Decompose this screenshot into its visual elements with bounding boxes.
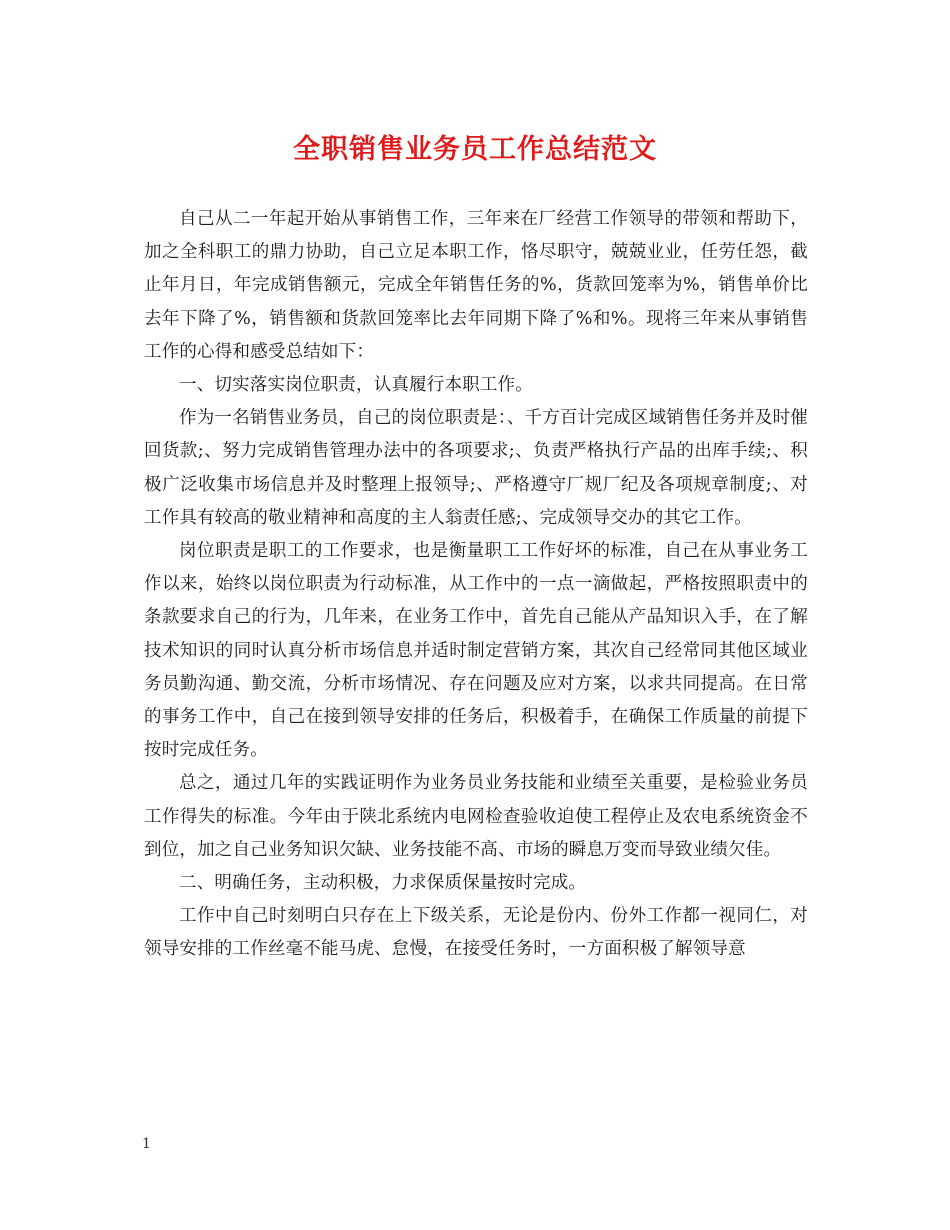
paragraph-attitude: 工作中自己时刻明白只存在上下级关系，无论是份内、份外工作都一视同仁，对领导安排的工作丝毫不能马虎、怠慢，在接受任务时，一方面积极了解领导意 — [144, 906, 808, 960]
document-body — [144, 203, 808, 967]
paragraph-summary: 总之，通过几年的实践证明作为业务员业务技能和业绩至关重要，是检验业务员工作得失的标准。今年由于陕北系统内电网检查验收迫使工程停止及农电系统资金不到位，加之自己业务知识欠缺、业务技能不高、市场的瞬息万变而导致业绩欠佳。 — [144, 773, 808, 860]
page-number: 1 — [142, 1136, 151, 1152]
paragraph-duties: 作为一名销售业务员，自己的岗位职责是：、千方百计完成区域销售任务并及时催回货款;、努力完成销售管理办法中的各项要求;、负责严格执行产品的出库手续;、积极广泛收集市场信息并及时整理上报领导;、严格遵守厂规厂纪及各项规章制度;、对工作具有较高的敬业精神和高度的主人翁责任感;、完成领导交办的其它工作。 — [144, 408, 808, 528]
document-title: 全职销售业务员工作总结范文 — [293, 134, 657, 165]
paragraph-intro: 自己从二一年起开始从事销售工作，三年来在厂经营工作领导的带领和帮助下，加之全科职工的鼎力协助，自己立足本职工作，恪尽职守，兢兢业业，任劳任怨，截止年月日，年完成销售额元，完成全年销售任务的%，货款回笼率为%，销售单价比去年下降了%，销售额和货款回笼率比去年同期下降了%和%。现将三年来从事销售工作的心得和感受总结如下： — [144, 209, 808, 362]
section-heading-1: 一、切实落实岗位职责，认真履行本职工作。 — [179, 375, 533, 396]
section-heading-2: 二、明确任务，主动积极，力求保质保量按时完成。 — [179, 873, 587, 894]
paragraph-standards: 岗位职责是职工的工作要求，也是衡量职工工作好坏的标准，自己在从事业务工作以来，始终以岗位职责为行动标准，从工作中的一点一滴做起，严格按照职责中的条款要求自己的行为，几年来，在业务工作中，首先自己能从产品知识入手，在了解技术知识的同时认真分析市场信息并适时制定营销方案，其次自己经常同其他区域业务员勤沟通、勤交流，分析市场情况、存在问题及应对方案，以求共同提高。在日常的事务工作中，自己在接到领导安排的任务后，积极着手，在确保工作质量的前提下按时完成任务。 — [144, 541, 808, 761]
